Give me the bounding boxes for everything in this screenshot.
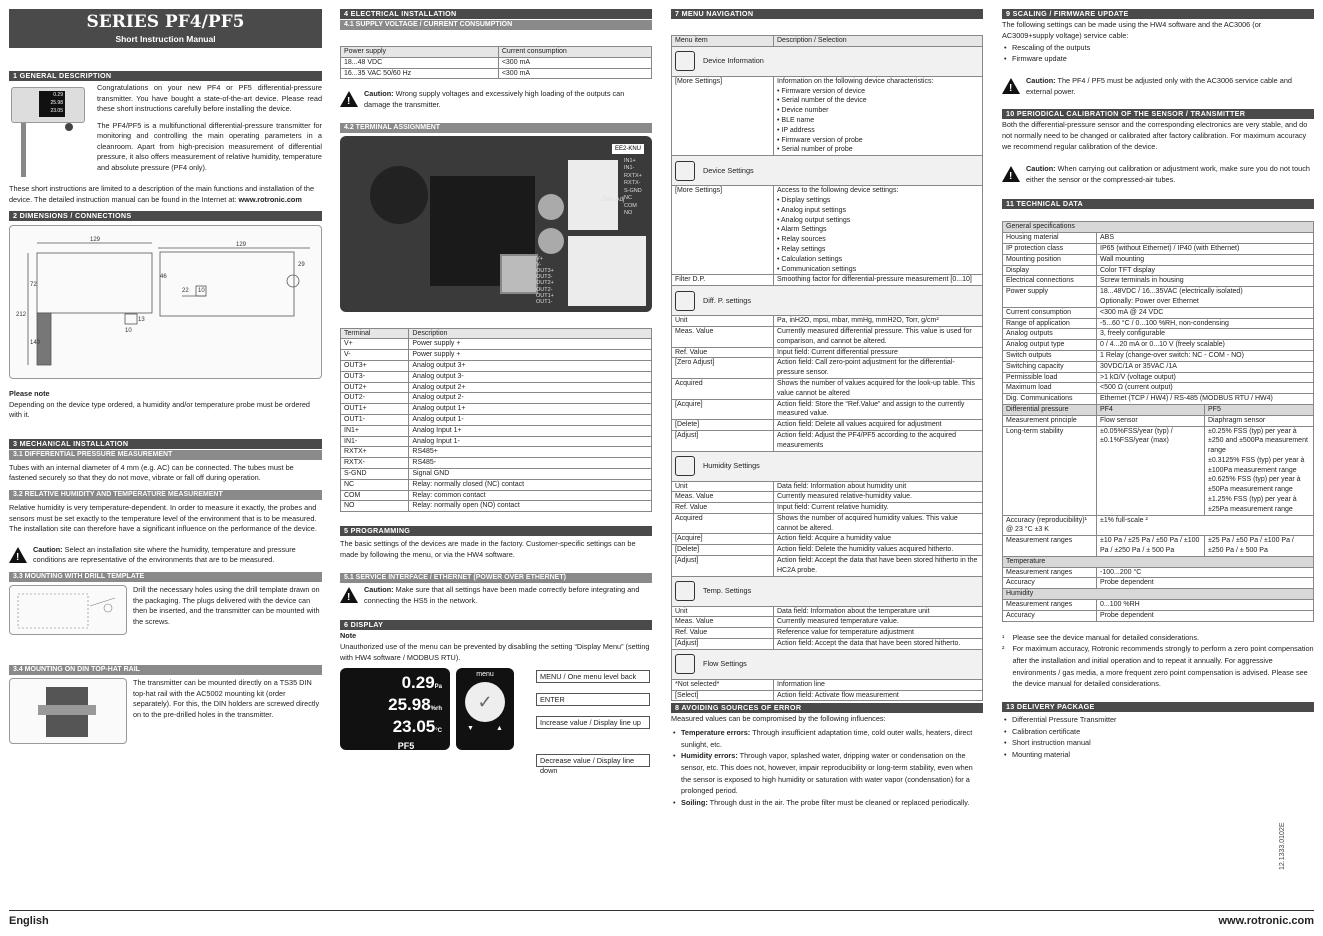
table-row: IP protection class IP65 (without Ethernet) / IP40 (with Ethernet) — [1003, 243, 1314, 254]
table-row: OUT3+ Analog output 3+ — [341, 360, 652, 371]
calibration-text: Both the differential-pressure sensor and the corresponding electronics are very stable, and do not normally need to be changed or calibrated after factory calibration. For maximum accuracy we recommend regular calibration of the device. — [1002, 120, 1308, 151]
series-title: SERIES PF4/PF5 — [86, 12, 245, 32]
table-row: RXTX+ RS485+ — [341, 447, 652, 458]
column-2 — [340, 9, 652, 776]
table-row: OUT1+ Analog output 1+ — [341, 404, 652, 415]
section-11-heading: 11 TECHNICAL DATA — [1002, 199, 1314, 209]
menu-group-header: Device Information — [672, 46, 983, 76]
display-value-temperature: 23.05 — [392, 717, 436, 737]
table-row: Analog outputs 3, freely configurable — [1003, 329, 1314, 340]
table-row: Unit Pa, inH2O, mpsi, mbar, mmHg, mmH2O, Torr, g/cm² — [672, 316, 983, 327]
section-3-3-heading: 3.3 MOUNTING WITH DRILL TEMPLATE — [9, 572, 322, 582]
scaling-list — [1002, 43, 1314, 64]
intro-paragraph: Congratulations on your new PF4 or PF5 differential-pressure transmitter. You have bought a state-of-the-art device. Please read these short instructions carefully before installing the device. — [97, 83, 322, 114]
table-row: Measurement principle Flow sensor Diaphragm sensor — [1003, 415, 1314, 426]
section-3-heading: 3 MECHANICAL INSTALLATION — [9, 439, 322, 449]
table-row: Unit Data field: Information about the temperature unit — [672, 606, 983, 617]
section-4-1-heading: 4.1 SUPPLY VOLTAGE / CURRENT CONSUMPTION — [340, 20, 652, 30]
callout-enter: ENTER — [536, 693, 650, 706]
dimension-drawing — [9, 225, 322, 379]
display-value-pressure: 0.29 — [401, 673, 435, 693]
table-row: Dig. Communications Ethernet (TCP / HW4) / RS-485 (MODBUS RTU / HW4) — [1003, 394, 1314, 405]
dim-129-a: 129 — [90, 237, 101, 244]
table-row: OUT2+ Analog output 2+ — [341, 382, 652, 393]
scaling-text: The following settings can be made using the HW4 software and the AC3006 (or AC3009+supply voltage) service cable: — [1002, 20, 1262, 40]
website-link[interactable]: www.rotronic.com — [238, 194, 302, 204]
section-13-heading: 13 DELIVERY PACKAGE — [1002, 702, 1314, 712]
section-4-heading: 4 ELECTRICAL INSTALLATION — [340, 9, 652, 19]
table-row: Permissible load >1 kΩ/V (voltage output) — [1003, 372, 1314, 383]
table-row: General specifications — [1003, 222, 1314, 233]
down-button[interactable]: ▼ — [467, 725, 474, 733]
menu-group-header: Diff. P. settings — [672, 286, 983, 316]
dim-10-b: 10 — [125, 328, 132, 335]
display-note-title: Note — [340, 631, 357, 641]
table-row: Meas. Value Currently measured temperature value. — [672, 617, 983, 628]
table-row: [More Settings] Information on the following device characteristics: • Firmware version of device • Serial number of the device • Device number • BLE name • IP address • Firmware version of probe • Serial number of probe — [672, 76, 983, 155]
table-row: 16...35 VAC 50/60 Hz <300 mA — [341, 68, 652, 79]
table-row: Measurement ranges -100...200 °C — [1003, 567, 1314, 578]
display-value-humidity: 25.98 — [388, 695, 431, 715]
table-row: Switch outputs 1 Relay (change-over switch: NC - COM - NO) — [1003, 350, 1314, 361]
section-3-1-heading: 3.1 DIFFERENTIAL PRESSURE MEASUREMENT — [9, 450, 322, 460]
table-row: [Select] Action field: Activate flow measurement — [672, 690, 983, 701]
table-row: V- Power supply + — [341, 350, 652, 361]
caution-network: ! Caution: Make sure that all settings have been made correctly before integrating and connecting the HS5 in the network. — [340, 585, 652, 606]
device-info-icon — [675, 51, 695, 71]
table-row: NO Relay: normally open (NO) contact — [341, 501, 652, 512]
table-row: Mounting position Wall mounting — [1003, 254, 1314, 265]
dim-29: 29 — [298, 262, 305, 269]
warning-icon — [1002, 166, 1020, 182]
section-9-heading: 9 SCALING / FIRMWARE UPDATE — [1002, 9, 1314, 19]
table-row: Display Color TFT display — [1003, 265, 1314, 276]
caution-supply: ! Caution: Wrong supply voltages and excessively high loading of the outputs can damage the transmitter. — [340, 89, 652, 110]
section-5-heading: 5 PROGRAMMING — [340, 526, 652, 536]
table-row: Meas. Value Currently measured differential pressure. This value is used for comparison, and cannot be altered. — [672, 326, 983, 347]
dimension-svg — [10, 226, 321, 378]
list-item: • Humidity errors: Through vapor, splashed water, dripping water or condensation on the sensor, etc. This does not, however, impair reproducibility or long-term stability, even when the sensor is exposed to high humidity or saturation with water vapor (condensation) for a prolonged period. — [671, 750, 983, 797]
please-note-text: Depending on the device type ordered, a humidity and/or temperature probe must be ordered with it. — [9, 399, 310, 420]
table-row: Humidity — [1003, 589, 1314, 600]
footer-website[interactable]: www.rotronic.com — [1218, 915, 1314, 927]
supply-table: Power supply Current consumption 18...48 VDC <300 mA 16...35 VAC 50/60 Hz <300 mA — [340, 46, 652, 79]
menu-group-header: Humidity Settings — [672, 451, 983, 481]
table-row: COM Relay: common contact — [341, 490, 652, 501]
device-image: 0.29 25.98 23.05 — [9, 83, 91, 179]
technical-data-table — [1002, 221, 1314, 621]
table-row: Measurement ranges ±10 Pa / ±25 Pa / ±50 Pa / ±100 Pa / ±250 Pa / ± 500 Pa ±25 Pa / ±50 Pa / ±100 Pa / ±250 Pa / ± 500 Pa — [1003, 536, 1314, 557]
din-rail-text: The transmitter can be mounted directly on a TS35 DIN top-hat rail with the AC5002 mounting kit (order separately). For this, the DIN holders are screwed directly on to the pre-drilled holes in the transmitter. — [133, 677, 320, 719]
section-8-heading: 8 AVOIDING SOURCES OF ERROR — [671, 703, 983, 713]
column-4 — [1002, 9, 1314, 761]
dim-46: 46 — [160, 274, 167, 281]
table-row: Ref. Value Input field: Current relative humidity. — [672, 503, 983, 514]
table-row: [Delete] Action field: Delete all values acquired for adjustment — [672, 420, 983, 431]
pressure-measurement-text: Tubes with an internal diameter of 4 mm (e.g. AC) can be connected. The tubes must be fastened securely so that they do not move, vibrate or fall off during operation. — [9, 462, 294, 483]
table-row: Analog output type 0 / 4...20 mA or 0...10 V (freely scalable) — [1003, 340, 1314, 351]
table-row: Accuracy (reproducibility)¹ @ 23 °C ±3 K ±1% full-scale ² — [1003, 515, 1314, 536]
list-item: • Temperature errors: Through insufficient adaptation time, cold outer walls, heaters, direct sunlight, etc. — [671, 727, 983, 750]
table-row: Measurement ranges 0...100 %RH — [1003, 600, 1314, 611]
list-item: • Calibration certificate — [1002, 726, 1314, 738]
din-rail-image — [9, 678, 127, 744]
table-row: OUT3- Analog output 3- — [341, 371, 652, 382]
title-block — [9, 9, 322, 48]
pcb-label-ee2: EE2-KNU — [612, 144, 644, 155]
manual-subtitle: Short Instruction Manual — [115, 34, 216, 44]
table-row: Electrical connections Screw terminals in housing — [1003, 276, 1314, 287]
general-description — [9, 83, 322, 179]
display-figure — [340, 668, 652, 776]
section-4-2-heading: 4.2 TERMINAL ASSIGNMENT — [340, 123, 652, 133]
caution-calibration: ! Caution: When carrying out calibration or adjustment work, make sure you do not touch either the sensor or the compressed-air tubes. — [1002, 164, 1314, 185]
dim-13: 13 — [138, 317, 145, 324]
flow-icon — [675, 654, 695, 674]
table-row: Switching capacity 30VDC/1A or 35VAC /1A — [1003, 361, 1314, 372]
dim-129-b: 129 — [236, 242, 247, 249]
table-row: Power supply 18...48VDC / 16...35VAC (electrically isolated) Optionally: Power over Ethernet — [1003, 287, 1314, 308]
callout-menu: MENU / One menu level back — [536, 670, 650, 683]
section-10-heading: 10 PERIODICAL CALIBRATION OF THE SENSOR / TRANSMITTER — [1002, 109, 1314, 119]
menu-group-header: Temp. Settings — [672, 576, 983, 606]
display-screen: 0.29Pa 25.98%rh 23.05°C PF5 — [340, 668, 450, 750]
humidity-measurement-text: Relative humidity is very temperature-dependent. In order to measure it exactly, the probes and sensors must be set exactly to the temperature level of the environment that is to be measured. The installation site can therefore have a significant influence on the performance of the device. — [9, 503, 317, 534]
table-row: Temperature — [1003, 556, 1314, 567]
thermometer-icon — [675, 581, 695, 601]
table-row: Ref. Value Reference value for temperature adjustment — [672, 628, 983, 639]
footnotes: ¹ Please see the device manual for detailed considerations. ² For maximum accuracy, Rotronic recommends strongly to perform a zero point compensation after the installation and initial operation and to repeat it annually. For aggressive environments / gas media, a more frequent zero point compensation is advised. Please see the device manual for detailed considerations. — [1002, 632, 1314, 689]
programming-text: The basic settings of the devices are made in the factory. Customer-specific settings can be made by following the menu, or via the HW4 software. — [340, 539, 636, 559]
device-settings-icon — [675, 161, 695, 181]
please-note-title: Please note — [9, 389, 50, 399]
table-row: IN1- Analog Input 1- — [341, 436, 652, 447]
section-7-heading: 7 MENU NAVIGATION — [671, 9, 983, 19]
table-row: Meas. Value Currently measured relative-humidity value. — [672, 492, 983, 503]
pcb-image: EE2-KNU IN1+ IN1- RXTX+ RXTX- S-GND NC COM NO V+ V- OUT3+ OUT3- OUT2+ OUT2- OUT1+ OUT1- Zero Adj — [340, 136, 652, 312]
warning-icon — [340, 91, 358, 107]
terminal-table: Terminal Description V+ Power supply + V- Power supply + OUT3+ Analog output 3+ OUT3- Analog output 3- OUT2+ Analog output 2+ OUT2- Analog output 2- OUT1+ Analog output 1+ OUT1- Analog output 1- IN1+ Analog Input 1+ IN1- Analog Input 1- RXTX+ RS485+ RXTX- RS485- S-GND Signal GND NC Relay: normally closed (NC) contact COM Relay: common contact NO Relay: normally open (NO) contact — [340, 328, 652, 513]
table-row: [Acquire] Action field: Acquire a humidity value — [672, 534, 983, 545]
table-row: OUT2- Analog output 2- — [341, 393, 652, 404]
warning-icon — [340, 587, 358, 603]
page-footer — [9, 910, 1314, 930]
drill-template-text: Drill the necessary holes using the drill template drawn on the packaging. The plugs delivered with the device can then be inserted, and the transmitter can be mounted with the screws. — [133, 584, 320, 626]
dim-212: 212 — [16, 312, 27, 319]
up-button[interactable]: ▲ — [496, 725, 503, 733]
humidity-icon — [675, 456, 695, 476]
section-5-1-heading: 5.1 SERVICE INTERFACE / ETHERNET (POWER OVER ETHERNET) — [340, 573, 652, 583]
table-row: [Delete] Action field: Delete the humidity values acquired hitherto. — [672, 545, 983, 556]
table-row: Ref. Value Input field: Current differential pressure — [672, 347, 983, 358]
section-1-heading: 1 GENERAL DESCRIPTION — [9, 71, 322, 81]
table-row: Current consumption <300 mA @ 24 VDC — [1003, 307, 1314, 318]
enter-button[interactable]: ✓ — [465, 682, 505, 722]
table-row: Long-term stability ±0.05%FSS/year (typ) / ±0.1%FSS/year (max) ±0.25% FSS (typ) per year à ±250 and ±500Pa measurement range ±0.3125% FSS (typ) per year à ±100Pa measurement range ±0.625% FSS (typ) per year à ±50Pa measurement range ±1.25% FSS (typ) per year à ±25Pa measurement range — [1003, 426, 1314, 515]
error-sources-intro: Measured values can be compromised by the following influences: — [671, 714, 886, 724]
dim-140: 140 — [30, 340, 41, 347]
delivery-list — [1002, 714, 1314, 761]
warning-icon — [9, 547, 27, 563]
error-sources-list — [671, 727, 983, 809]
table-row: RXTX- RS485- — [341, 458, 652, 469]
document-number: 12.1333.0102E — [1279, 822, 1286, 870]
footer-language: English — [9, 915, 49, 927]
display-note-text: Unauthorized use of the menu can be prevented by disabling the setting “Display Menu” (setting with HW4 software / MODBUS RTU). — [340, 641, 650, 662]
table-row: [Adjust] Action field: Adjust the PF4/PF5 according to the acquired measurements — [672, 430, 983, 451]
section-3-4-heading: 3.4 MOUNTING ON DIN TOP-HAT RAIL — [9, 665, 322, 675]
caution-installation: ! Caution: Select an installation site where the humidity, temperature and pressure conditions are representative of the environments that are to be measured. — [9, 545, 322, 566]
footnote-1: Please see the device manual for detailed considerations. — [1012, 632, 1200, 642]
table-row: Acquired Shows the number of values acquired for the look-up table. This value cannot be altered — [672, 378, 983, 399]
dim-72: 72 — [30, 282, 37, 289]
display-model: PF5 — [397, 741, 415, 752]
table-row: [Acquire] Action field: Store the “Ref.Value” and assign to the currently measured value. — [672, 399, 983, 420]
footnote-2: For maximum accuracy, Rotronic recommends strongly to perform a zero point compensation after the installation and initial operation and to repeat it annually. For aggressive environments / gas media, a more frequent zero point compensation is advised. Please see the device manual for detailed considerations. — [1012, 644, 1314, 689]
table-row: Filter D.P. Smoothing factor for differential-pressure measurement [0...10] — [672, 275, 983, 286]
table-row: Accuracy Probe dependent — [1003, 610, 1314, 621]
list-item: • Rescaling of the outputs — [1002, 43, 1314, 54]
table-row: Accuracy Probe dependent — [1003, 578, 1314, 589]
menu-group-header: Flow Settings — [672, 649, 983, 679]
section-3-2-heading: 3.2 RELATIVE HUMIDITY AND TEMPERATURE MEASUREMENT — [9, 490, 322, 500]
instructions-scope: These short instructions are limited to a description of the main functions and installation of the device. The detailed instruction manual can be found in the Internet at: www.rotronic.com — [9, 184, 315, 204]
drill-template-image — [9, 585, 127, 635]
caution-service-cable: ! Caution: The PF4 / PF5 must be adjusted only with the AC3006 service cable and external power. — [1002, 76, 1314, 97]
callout-down: Decrease value / Display line down — [536, 754, 650, 767]
table-row: *Not selected* Information line — [672, 679, 983, 690]
callout-up: Increase value / Display line up — [536, 716, 650, 729]
menu-button[interactable]: menu — [476, 671, 494, 679]
keypad — [456, 668, 514, 750]
pressure-icon — [675, 291, 695, 311]
section-6-heading: 6 DISPLAY — [340, 620, 652, 630]
table-row: Maximum load <500 Ω (current output) — [1003, 383, 1314, 394]
dim-10-a: 10 — [198, 288, 205, 295]
table-row: IN1+ Analog Input 1+ — [341, 425, 652, 436]
table-row: V+ Power supply + — [341, 339, 652, 350]
menu-navigation-table: Menu item Description / Selection Device Information [More Settings] Information on the following device characteristics: • Firmware version of device • Serial number of the device • Device number • BLE name • IP address • Firmware version of probe • Serial number of probe Device Settings [More Settings] Access to the following device settings: • Display settings • Analog input settings • Analog output settings • Alarm Settings • Relay sources • Relay settings • Calculation settings • Communication settings Filter D.P. Smoothing factor for differential-pressure measurement [0...10] Diff. P. settings Unit Pa, inH2O, mpsi, mbar, mmHg, mmH2O, Torr, g/cm² Meas. Value Currently measured differential pressure. This value is used for comparison, and cannot be altered. Ref. Value Input field: Current differential pressure [Zero Adjust] Action field: Call zero-point adjustment for the differential-pressure sensor. Acquired Shows the number of values acquired for the look-up table. This value cannot be altered [Acquire] Action field: Store the “Ref.Value” and assign to the currently measured value. [Delete] Action field: Delete all values acquired for adjustment [Adjust] Action field: Adjust the PF4/PF5 according to the acquired measurements Humidity Settings Unit Data field: Information about humidity unit Meas. Value Currently measured relative-humidity value. Ref. Value Input field: Current relative humidity. Acquired Shows the number of acquired humidity values. This value cannot be altered. [Acquire] Action field: Acquire a humidity value [Delete] Action field: Delete the humidity values acquired hitherto. [Adjust] Action field: Accept the data that have been stored hitherto in the HC2A probe. Temp. Settings Unit Data field: Information about the temperature unit Meas. Value Currently measured temperature value. Ref. Value Reference value for temperature adjustment [Adjust] Action field: Accept the data that have been stored hitherto. Flow Settings *Not selected* Information line [Select] Action field: Activate flow measurement — [671, 35, 983, 701]
table-row: [Adjust] Action field: Accept the data that have been stored hitherto in the HC2A probe. — [672, 556, 983, 577]
list-item: • Soiling: Through dust in the air. The probe filter must be cleaned or replaced periodically. — [671, 797, 983, 809]
menu-group-header: Device Settings — [672, 156, 983, 186]
table-row: OUT1- Analog output 1- — [341, 414, 652, 425]
dim-22: 22 — [182, 288, 189, 295]
product-paragraph: The PF4/PF5 is a multifunctional differential-pressure transmitter for monitoring and controlling the main operating parameters in a cleanroom. Apart from high-precision measurement of differential pressure, it also offers measurement of relative humidity, temperature and absolute pressure (PF4 only). — [97, 120, 322, 173]
table-row: Differential pressure PF4 PF5 — [1003, 404, 1314, 415]
column-3 — [671, 9, 983, 809]
table-row: [Adjust] Action field: Accept the data that have been stored hitherto. — [672, 639, 983, 650]
table-row: NC Relay: normally closed (NC) contact — [341, 479, 652, 490]
table-row: Unit Data field: Information about humidity unit — [672, 481, 983, 492]
table-row: [Zero Adjust] Action field: Call zero-point adjustment for the differential-pressure sensor. — [672, 358, 983, 379]
table-row: Range of application -5...60 °C / 0...100 %RH, non-condensing — [1003, 318, 1314, 329]
table-row: [More Settings] Access to the following device settings: • Display settings • Analog input settings • Analog output settings • Alarm Settings • Relay sources • Relay settings • Calculation settings • Communication settings — [672, 186, 983, 275]
list-item: • Short instruction manual — [1002, 737, 1314, 749]
list-item: • Firmware update — [1002, 54, 1314, 65]
table-row: Housing material ABS — [1003, 233, 1314, 244]
list-item: • Mounting material — [1002, 749, 1314, 761]
list-item: • Differential Pressure Transmitter — [1002, 714, 1314, 726]
column-1 — [9, 9, 322, 744]
table-row: Acquired Shows the number of acquired humidity values. This value cannot be altered. — [672, 513, 983, 534]
table-row: S-GND Signal GND — [341, 468, 652, 479]
warning-icon — [1002, 78, 1020, 94]
section-2-heading: 2 DIMENSIONS / CONNECTIONS — [9, 211, 322, 221]
table-row: 18...48 VDC <300 mA — [341, 57, 652, 68]
